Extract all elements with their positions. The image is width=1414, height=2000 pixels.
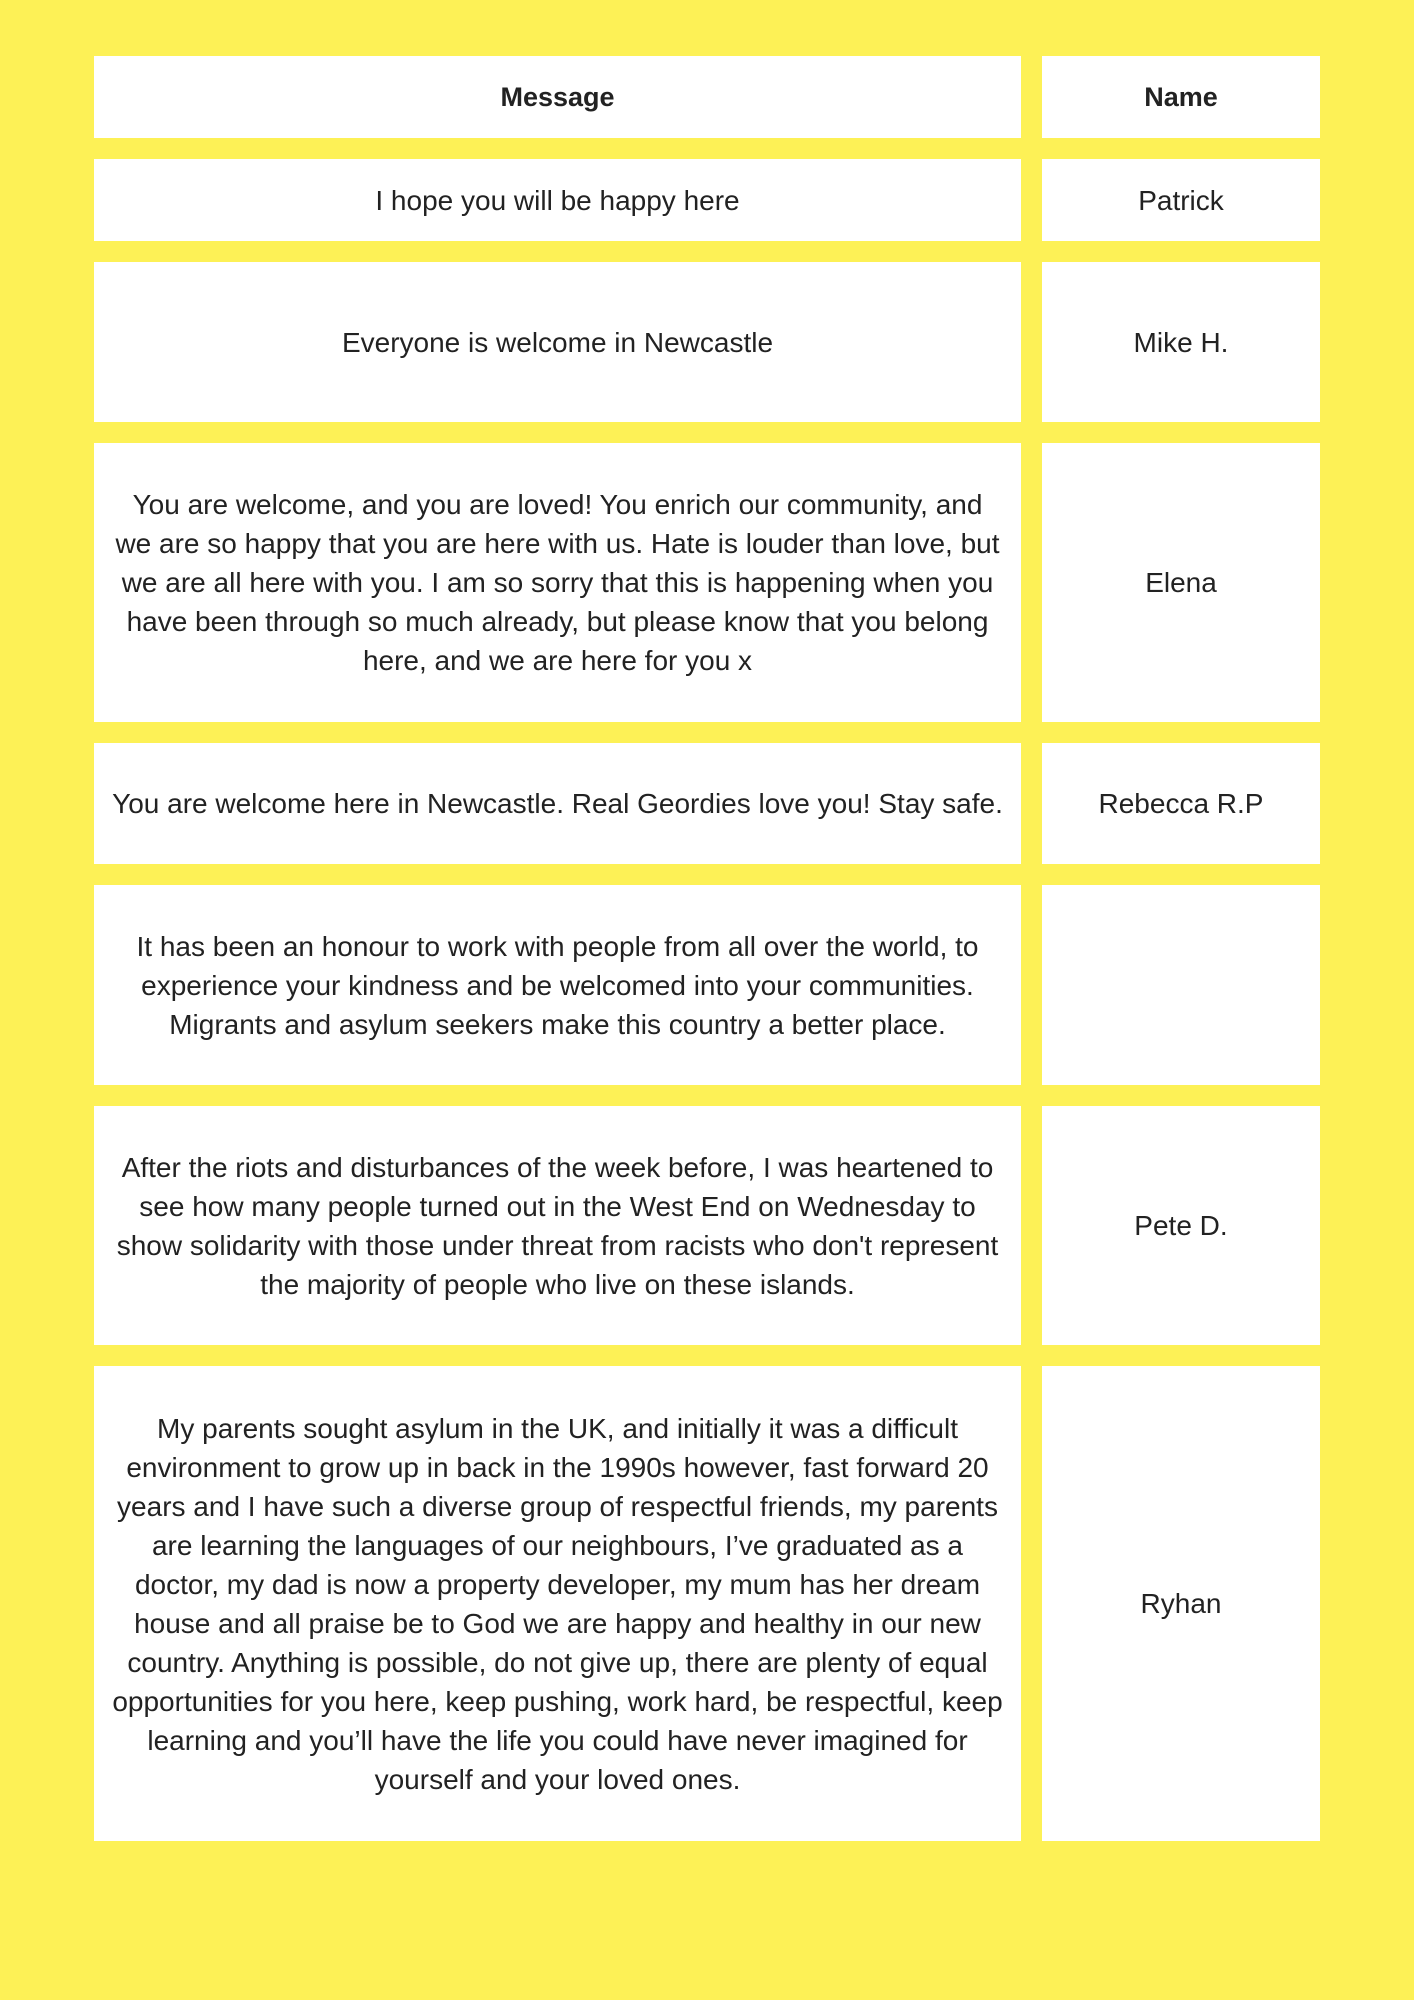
table-header-row (94, 56, 1320, 138)
name-cell: Mike H. (1042, 262, 1320, 422)
message-cell: You are welcome here in Newcastle. Real Geordies love you! Stay safe. (94, 743, 1021, 864)
message-cell: You are welcome, and you are loved! You enrich our community, and we are so happy that you are here with us. Hate is louder than love, but we are all here with you. I am so sorry that this is happening when you have been through so much already, but please know that you belong here, and we are here for you x (94, 443, 1021, 722)
name-cell: Ryhan (1042, 1366, 1320, 1841)
table-row (94, 743, 1320, 864)
message-cell: I hope you will be happy here (94, 159, 1021, 241)
message-cell: My parents sought asylum in the UK, and initially it was a difficult environment to grow up in back in the 1990s however, fast forward 20 years and I have such a diverse group of respectful friends, my parents are learning the languages of our neighbours, I’ve graduated as a doctor, my dad is now a property developer, my mum has her dream house and all praise be to God we are happy and healthy in our new country. Anything is possible, do not give up, there are plenty of equal opportunities for you here, keep pushing, work hard, be respectful, keep learning and you’ll have the life you could have never imagined for yourself and your loved ones. (94, 1366, 1021, 1841)
name-cell: Patrick (1042, 159, 1320, 241)
table-row (94, 1106, 1320, 1345)
messages-table (94, 56, 1320, 1862)
message-column-header: Message (94, 56, 1021, 138)
name-cell (1042, 885, 1320, 1085)
message-cell: Everyone is welcome in Newcastle (94, 262, 1021, 422)
table-row (94, 159, 1320, 241)
table-row (94, 885, 1320, 1085)
table-row (94, 443, 1320, 722)
name-cell: Pete D. (1042, 1106, 1320, 1345)
table-row (94, 262, 1320, 422)
name-column-header: Name (1042, 56, 1320, 138)
name-cell: Elena (1042, 443, 1320, 722)
message-cell: It has been an honour to work with people from all over the world, to experience your kindness and be welcomed into your communities. Migrants and asylum seekers make this country a better place. (94, 885, 1021, 1085)
message-cell: After the riots and disturbances of the week before, I was heartened to see how many people turned out in the West End on Wednesday to show solidarity with those under threat from racists who don't represent the majority of people who live on these islands. (94, 1106, 1021, 1345)
table-row (94, 1366, 1320, 1841)
name-cell: Rebecca R.P (1042, 743, 1320, 864)
